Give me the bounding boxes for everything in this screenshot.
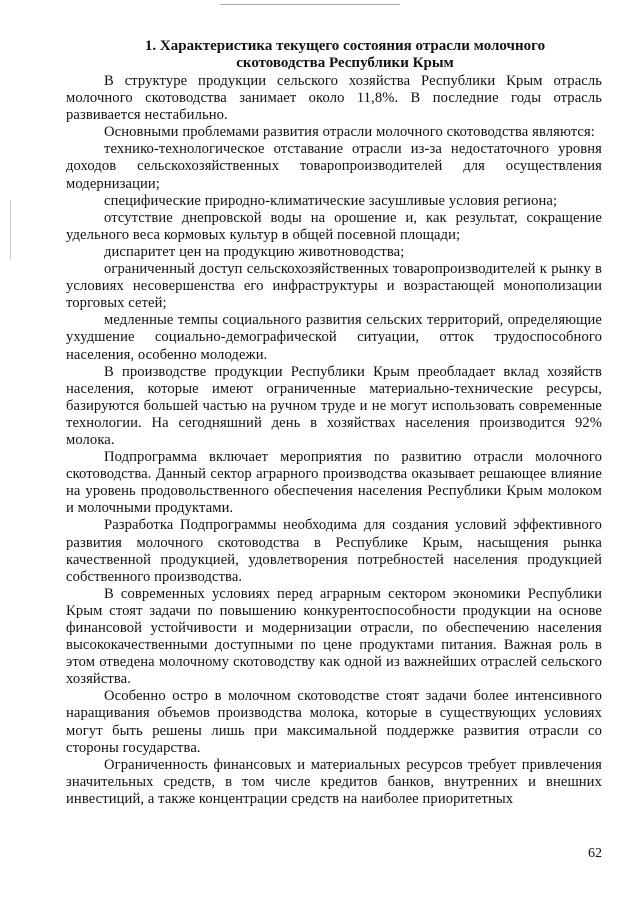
section-title-line-2: скотоводства Республики Крым (236, 55, 454, 71)
list-item: отсутствие днепровской воды на орошение и, как результат, сокращение удельного веса кормовых культур в общей посевной площади; (66, 209, 602, 243)
scan-artifact-left (10, 200, 11, 260)
paragraph: Ограниченность финансовых и материальных ресурсов требует привлечения значительных средств, в том числе кредитов банков, внутренних и внешних инвестиций, а также концентрации средств на наиболее приоритетных (66, 756, 602, 807)
page-number: 62 (588, 846, 602, 861)
paragraph: В структуре продукции сельского хозяйства Республики Крым отрасль молочного скотоводства занимает около 11,8%. В последние годы отрасль развивается нестабильно. (66, 73, 602, 124)
section-title (88, 38, 602, 72)
paragraph: В современных условиях перед аграрным сектором экономики Республики Крым стоят задачи по повышению конкурентоспособности продукции на основе финансовой устойчивости и модернизации отрасли, по обеспечению населения высококачественными доступными по цене продуктами питания. Важная роль в этом отведена молочному скотоводству как одной из важнейших отраслей сельского хозяйства. (66, 585, 602, 688)
list-item: диспаритет цен на продукцию животноводства; (104, 243, 405, 260)
paragraph: Подпрограмма включает мероприятия по развитию отрасли молочного скотоводства. Данный сектор аграрного производства оказывает решающее влияние на уровень продовольственного обеспечения населения Республики Крым молоком и молочными продуктами. (66, 449, 602, 517)
list-item: технико-технологическое отставание отрасли из-за недостаточного уровня доходов сельскохозяйственных товаропроизводителей для осуществления модернизации; (66, 141, 602, 192)
paragraph: Основными проблемами развития отрасли молочного скотоводства являются: (104, 124, 595, 141)
paragraph: Разработка Подпрограммы необходима для создания условий эффективного развития молочного скотоводства в Республике Крым, насыщения рынка качественной продукцией, удовлетворения потребностей населения продукцией собственного производства. (66, 517, 602, 585)
section-title-line-1: 1. Характеристика текущего состояния отрасли молочного (144, 38, 546, 54)
list-item: медленные темпы социального развития сельских территорий, определяющие ухудшение социально-демографической ситуации, отток трудоспособного населения, особенно молодежи. (66, 312, 602, 363)
scan-artifact-top (220, 4, 400, 5)
paragraph: Особенно остро в молочном скотоводстве стоят задачи более интенсивного наращивания объемов производства молока, которые в существующих условиях могут быть решены лишь при максимальной поддержке развития отрасли со стороны государства. (66, 688, 602, 756)
list-item: специфические природно-климатические засушливые условия региона; (104, 192, 558, 209)
list-item: ограниченный доступ сельскохозяйственных товаропроизводителей к рынку в условиях несовершенства его инфраструктуры и возрастающей монополизации торговых сетей; (66, 261, 602, 312)
paragraph: В производстве продукции Республики Крым преобладает вклад хозяйств населения, которые имеют ограниченные материально-технические ресурсы, базируются большей частью на ручном труде и не могут использовать современные технологии. На сегодняшний день в хозяйствах населения производится 92% молока. (66, 363, 602, 448)
